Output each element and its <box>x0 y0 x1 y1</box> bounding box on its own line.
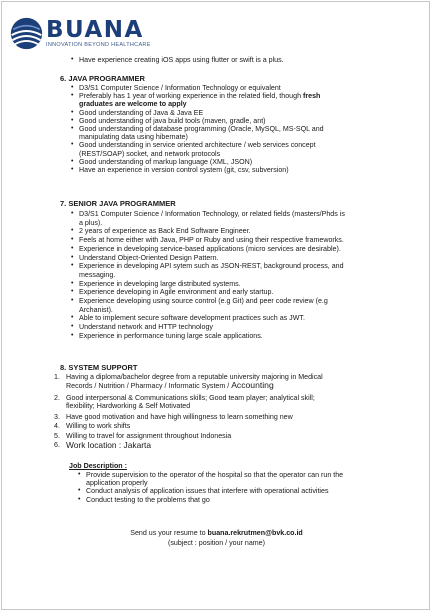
list-item: • Good understanding of java build tools (maven, gradle, ant) <box>79 117 379 125</box>
list-item: • Have an experience in version control system (git, csv, subversion) <box>79 166 379 174</box>
java-programmer-list <box>79 84 379 174</box>
list-item-cont: manipulating data using hibernate) <box>79 133 188 142</box>
resume-instructions <box>0 529 433 537</box>
list-item-cont: flexibility; Hardworking & Self Motivated <box>66 402 191 411</box>
numbered-item <box>54 373 379 391</box>
list-item-text: Preferably has 1 year of working experience in the related field, though <box>79 92 302 101</box>
list-item-cont: application properly <box>86 479 148 488</box>
list-item: • Experience in developing large distributed systems. <box>79 280 384 289</box>
numbered-item <box>54 422 131 430</box>
list-item-cont: Archanist). <box>79 305 113 314</box>
section-heading-system-support: 8. SYSTEM SUPPORT <box>60 363 138 372</box>
item-number: 5. <box>54 432 60 440</box>
senior-java-list <box>79 210 384 341</box>
list-item: • Conduct analysis of application issues that interfere with operational activities <box>86 487 386 495</box>
list-item <box>79 262 384 279</box>
recruitment-email[interactable]: buana.rekrutmen@bvk.co.id <box>207 529 303 537</box>
fresh-bold-text: fresh <box>303 92 321 101</box>
item-number: 2. <box>54 394 60 402</box>
list-item: • Experience in performance tuning large scale applications. <box>79 332 384 341</box>
list-item <box>79 92 379 108</box>
list-item-text: Good interpersonal & Communications skills; Good team player; analytical skill; <box>66 394 315 402</box>
numbered-item <box>54 413 293 421</box>
list-item <box>86 471 386 487</box>
list-item: • D3/S1 Computer Science / Information Technology or equivalent <box>79 84 379 92</box>
list-item-text: Willing to travel for assignment throughout Indonesia <box>66 432 232 440</box>
item-number: 6. <box>54 441 60 449</box>
numbered-item <box>54 440 152 450</box>
list-item: • Understand Object-Oriented Design Pattern. <box>79 254 384 263</box>
list-item <box>79 297 384 314</box>
send-resume-text: Send us your resume to <box>130 529 206 537</box>
list-item-text: Have good motivation and have high willingness to learn something new <box>66 413 293 421</box>
list-item-cont: messaging. <box>79 270 116 279</box>
list-item-text: Provide supervision to the operator of the hospital so that the operator can run the <box>86 471 344 479</box>
list-item-text: Good understanding of database programming (Oracle, MySQL, MS-SQL and <box>79 125 324 134</box>
list-item <box>79 141 379 157</box>
globe-logo-icon <box>10 17 43 50</box>
list-item <box>79 210 384 227</box>
item-number: 1. <box>54 373 60 381</box>
previous-section-list <box>79 56 284 64</box>
list-item: • 2 years of experience as Back End Software Engineer. <box>79 227 384 236</box>
list-item-cont: Records / Nutrition / Pharmacy / Informatic System / <box>66 382 230 391</box>
list-item: • Good understanding of markup language (XML, JSON) <box>79 158 379 166</box>
job-description-heading: Job Description : <box>69 462 127 470</box>
subject-line: (subject : position / your name) <box>168 539 265 547</box>
list-item: • Experience developing in Agile environment and early startup. <box>79 288 384 297</box>
logo-name: BUANA <box>46 16 144 43</box>
list-item-text: Good understanding in service oriented architecture / web services concept <box>79 141 316 150</box>
fresh-bold-text-cont: graduates are welcome to apply <box>79 100 187 109</box>
work-location: Work location : Jakarta <box>66 440 152 450</box>
list-item-text: Experience developing using source control (e.g Git) and peer code review (e.g <box>79 297 328 306</box>
list-item-cont: (REST/SOAP) socket, and network protocols <box>79 149 221 158</box>
list-item: • Able to implement secure software development practices such as JWT. <box>79 314 384 323</box>
list-item-text: Willing to work shifts <box>66 422 131 430</box>
list-item: • Feels at home either with Java, PHP or Ruby and using their respective frameworks. <box>79 236 384 245</box>
list-item-text: Experience in developing API sytem such as JSON-REST, background process, and <box>79 262 344 271</box>
company-logo <box>10 15 151 51</box>
item-number: 4. <box>54 422 60 430</box>
list-item-cont: a plus). <box>79 218 103 227</box>
numbered-item <box>54 394 379 411</box>
list-item: • Good understanding of Java & Java EE <box>79 109 379 117</box>
list-item-text: Having a diploma/bachelor degree from a reputable university majoring in Medical <box>66 373 323 381</box>
list-item: • Have experience creating iOS apps using flutter or swift is a plus. <box>79 56 284 64</box>
section-heading-java-programmer: 6. JAVA PROGRAMMER <box>60 74 145 83</box>
list-item: • Conduct testing to the problems that go <box>86 496 386 504</box>
logo-tagline: INNOVATION BEYOND HEALTHCARE <box>46 41 151 48</box>
list-item-cont-large: Accounting <box>231 380 274 391</box>
list-item-text: D3/S1 Computer Science / Information Technology, or related fields (masters/Phds is <box>79 210 345 218</box>
list-item <box>79 125 379 141</box>
item-number: 3. <box>54 413 60 421</box>
section-heading-senior-java: 7. SENIOR JAVA PROGRAMMER <box>60 199 176 208</box>
list-item: • Experience in developing service-based applications (micro services are desirable). <box>79 245 384 254</box>
numbered-item <box>54 432 232 440</box>
job-description-list <box>86 471 386 504</box>
list-item: • Understand network and HTTP technology <box>79 323 384 332</box>
